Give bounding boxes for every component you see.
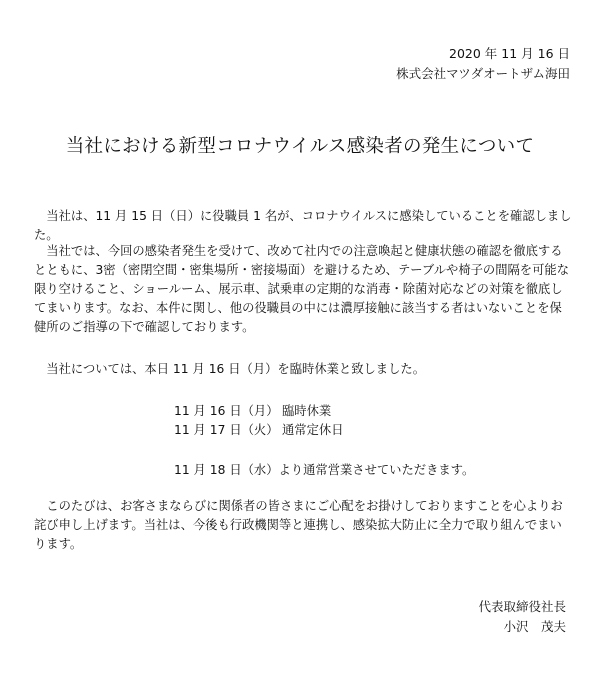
schedule-row [174, 421, 344, 440]
signature-block [478, 597, 566, 637]
company-name: 株式会社マツダオートザム海田 [396, 66, 570, 81]
schedule-date: 11 月 16 日（月） [174, 404, 279, 418]
schedule-date: 11 月 17 日（火） [174, 423, 279, 437]
closure-schedule [174, 402, 344, 440]
paragraph-closure: 当社については、本日 11 月 16 日（月）を臨時休業と致しました。 [46, 362, 425, 376]
resume-notice: 11 月 18 日（水）より通常営業させていただきます。 [174, 463, 475, 477]
schedule-row [174, 402, 344, 421]
document-title: 当社における新型コロナウイルス感染者の発生について [65, 136, 535, 157]
schedule-status: 通常定休日 [282, 423, 344, 437]
document-date: 2020 年 11 月 16 日 [449, 46, 570, 61]
signer-name: 小沢 茂夫 [503, 619, 566, 634]
paragraph-infection-confirmed: 当社は、11 月 15 日（日）に役職員 1 名が、コロナウイルスに感染していることを確認しました。 [34, 209, 572, 242]
paragraph-countermeasures: 当社では、今回の感染者発生を受けて、改めて社内での注意喚起と健康状態の確認を徹底するとともに、3密（密閉空間・密集場所・密接場面）を避けるため、テーブルや椅子の間隔を可能な限り空けること、ショールーム、展示車、試乗車の定期的な消毒・除菌対応などの対策を徹底してまいります。なお、本件に関し、他の役職員の中には濃厚接触に該当する者はいないことを保健所のご指導の下で確認しております。 [34, 244, 569, 334]
paragraph-apology: このたびは、お客さまならびに関係者の皆さまにご心配をお掛けしておりますことを心よりお詫び申し上げます。当社は、今後も行政機関等と連携し、感染拡大防止に全力で取り組んでまいります。 [34, 499, 563, 551]
signer-position: 代表取締役社長 [478, 599, 566, 614]
header-block [396, 44, 570, 84]
schedule-status: 臨時休業 [282, 404, 332, 418]
